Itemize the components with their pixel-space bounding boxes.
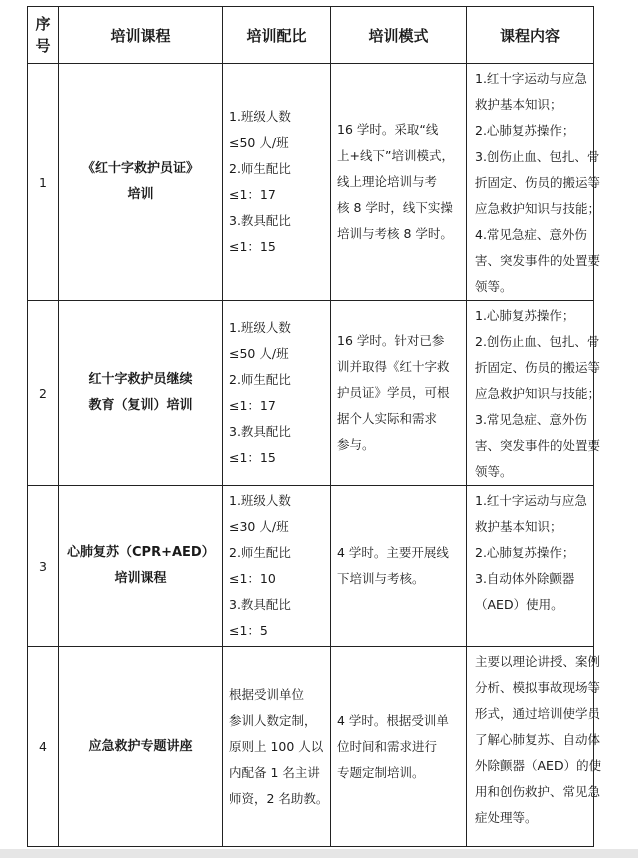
course-content-line: 2.心肺复苏操作；	[475, 123, 575, 138]
training-mode-line: 参与。	[337, 437, 375, 452]
course-content-line: 2.心肺复苏操作；	[475, 545, 575, 560]
table-header-row	[28, 7, 594, 64]
training-mode-line: 4 学时。主要开展线	[337, 545, 449, 560]
course-name-line: 《红十字救护员证》	[81, 161, 199, 176]
training-mode-line: 专题定制培训。	[337, 764, 425, 780]
course-content	[467, 647, 602, 847]
course-content-line: 用和创伤救护、常见急	[475, 784, 601, 799]
training-ratio-line: 2.师生配比	[229, 161, 291, 176]
training-ratio-line: ≤50 人/班	[229, 346, 289, 361]
course-content-line: 3.创伤止血、包扎、骨	[475, 149, 600, 164]
course-content-line: 主要以理论讲授、案例	[475, 654, 601, 669]
course-content-line: 救护基本知识；	[475, 97, 563, 112]
course-content-line: 救护基本知识；	[475, 519, 563, 534]
training-mode-line: 训并取得《红十字救	[337, 359, 450, 374]
course-content	[467, 301, 601, 486]
course-content-line: 折固定、伤员的搬运等	[475, 360, 601, 375]
training-mode-line: 据个人实际和需求	[337, 411, 438, 426]
page-bottom-strip	[0, 849, 638, 858]
table-row	[28, 647, 594, 847]
training-mode-line: 核 8 学时，线下实操	[337, 200, 453, 215]
header-ratio: 培训配比	[223, 7, 331, 64]
header-content: 课程内容	[467, 7, 594, 64]
course-content-line: 害、突发事件的处置要	[475, 253, 601, 268]
training-mode	[331, 64, 467, 301]
training-ratio-line: 1.班级人数	[229, 493, 291, 508]
course-name-line: 心肺复苏（CPR+AED）	[67, 545, 215, 560]
training-ratio-line: 1.班级人数	[229, 320, 291, 335]
course-content-line: （AED）使用。	[475, 597, 564, 612]
training-mode	[331, 301, 467, 486]
course-content-line: 1.红十字运动与应急	[475, 71, 587, 86]
course-content-line: 领等。	[475, 279, 513, 294]
training-mode-line: 线上理论培训与考	[337, 174, 438, 189]
training-mode-line: 培训与考核 8 学时。	[337, 226, 453, 241]
training-ratio	[223, 64, 331, 301]
training-ratio-line: ≤1：15	[229, 239, 276, 254]
training-ratio	[223, 301, 331, 486]
header-mode: 培训模式	[331, 7, 467, 64]
header-seq-line1: 序	[35, 15, 51, 33]
course-content-line: 分析、模拟事故现场等	[475, 680, 601, 695]
training-ratio-line: 根据受训单位	[229, 686, 305, 702]
row-number: 3	[28, 486, 59, 647]
course-content-line: 3.自动体外除颤器	[475, 571, 575, 586]
course-content-line: 折固定、伤员的搬运等	[475, 175, 601, 190]
course-name-line: 培训	[127, 187, 154, 202]
course-content-line: 1.心肺复苏操作；	[475, 308, 575, 323]
training-ratio-line: 3.教具配比	[229, 597, 291, 612]
course-content-line: 2.创伤止血、包扎、骨	[475, 334, 600, 349]
course-content-line: 1.红十字运动与应急	[475, 493, 587, 508]
training-mode-line: 16 学时。针对已参	[337, 333, 445, 348]
row-number: 2	[28, 301, 59, 486]
training-ratio-line: 师资，2 名助教。	[229, 790, 329, 806]
training-ratio-line: 3.教具配比	[229, 213, 291, 228]
training-ratio-line: 3.教具配比	[229, 424, 291, 439]
course-name-line: 应急救护专题讲座	[88, 738, 193, 754]
training-mode	[331, 647, 467, 847]
course-content-line: 3.常见急症、意外伤	[475, 412, 587, 427]
course-name	[59, 301, 223, 486]
training-mode-line: 16 学时。采取“线	[337, 122, 439, 137]
training-ratio	[223, 486, 331, 647]
course-content-line: 形式，通过培训使学员	[475, 706, 601, 721]
training-ratio-line: 内配备 1 名主讲	[229, 764, 320, 780]
training-ratio-line: ≤30 人/班	[229, 519, 289, 534]
training-mode	[331, 486, 467, 647]
header-course: 培训课程	[59, 7, 223, 64]
course-name	[59, 64, 223, 301]
training-ratio-line: ≤50 人/班	[229, 135, 289, 150]
training-ratio-line: 2.师生配比	[229, 372, 291, 387]
table-row	[28, 64, 594, 301]
training-ratio-line: ≤1：5	[229, 623, 268, 638]
course-name	[59, 647, 223, 847]
training-course-table	[27, 6, 602, 847]
training-mode-line: 下培训与考核。	[337, 571, 425, 586]
training-mode-line: 上+线下”培训模式，	[337, 148, 454, 163]
course-content	[467, 64, 601, 301]
training-ratio	[223, 647, 331, 847]
course-name-line: 红十字救护员继续	[88, 372, 193, 387]
course-name-line: 培训课程	[114, 571, 167, 586]
course-content-line: 应急救护知识与技能；	[475, 386, 601, 401]
training-ratio-line: 2.师生配比	[229, 545, 291, 560]
header-seq	[28, 7, 59, 64]
course-content-line: 了解心肺复苏、自动体	[475, 732, 601, 747]
training-ratio-line: 1.班级人数	[229, 109, 291, 124]
training-ratio-line: ≤1：15	[229, 450, 276, 465]
course-name-line: 教育（复训）培训	[88, 398, 193, 413]
header-seq-line2: 号	[35, 37, 51, 55]
table-row	[28, 301, 594, 486]
training-mode-line: 护员证》学员，可根	[337, 385, 450, 400]
row-number: 1	[28, 64, 59, 301]
training-ratio-line: 原则上 100 人以	[229, 738, 324, 754]
training-ratio-line: 参训人数定制，	[229, 712, 317, 728]
course-content-line: 4.常见急症、意外伤	[475, 227, 587, 242]
training-ratio-line: ≤1：17	[229, 187, 276, 202]
training-mode-line: 位时间和需求进行	[337, 738, 438, 754]
row-number: 4	[28, 647, 59, 847]
course-content-line: 害、突发事件的处置要	[475, 438, 601, 453]
table-row	[28, 486, 594, 647]
training-ratio-line: ≤1：10	[229, 571, 276, 586]
course-content-line: 症处理等。	[475, 810, 538, 825]
course-content-line: 外除颤器（AED）的使	[475, 758, 602, 773]
course-content	[467, 486, 594, 647]
course-name	[59, 486, 223, 647]
training-ratio-line: ≤1：17	[229, 398, 276, 413]
training-mode-line: 4 学时。根据受训单	[337, 712, 449, 728]
course-content-line: 领等。	[475, 464, 513, 479]
course-content-line: 应急救护知识与技能；	[475, 201, 601, 216]
